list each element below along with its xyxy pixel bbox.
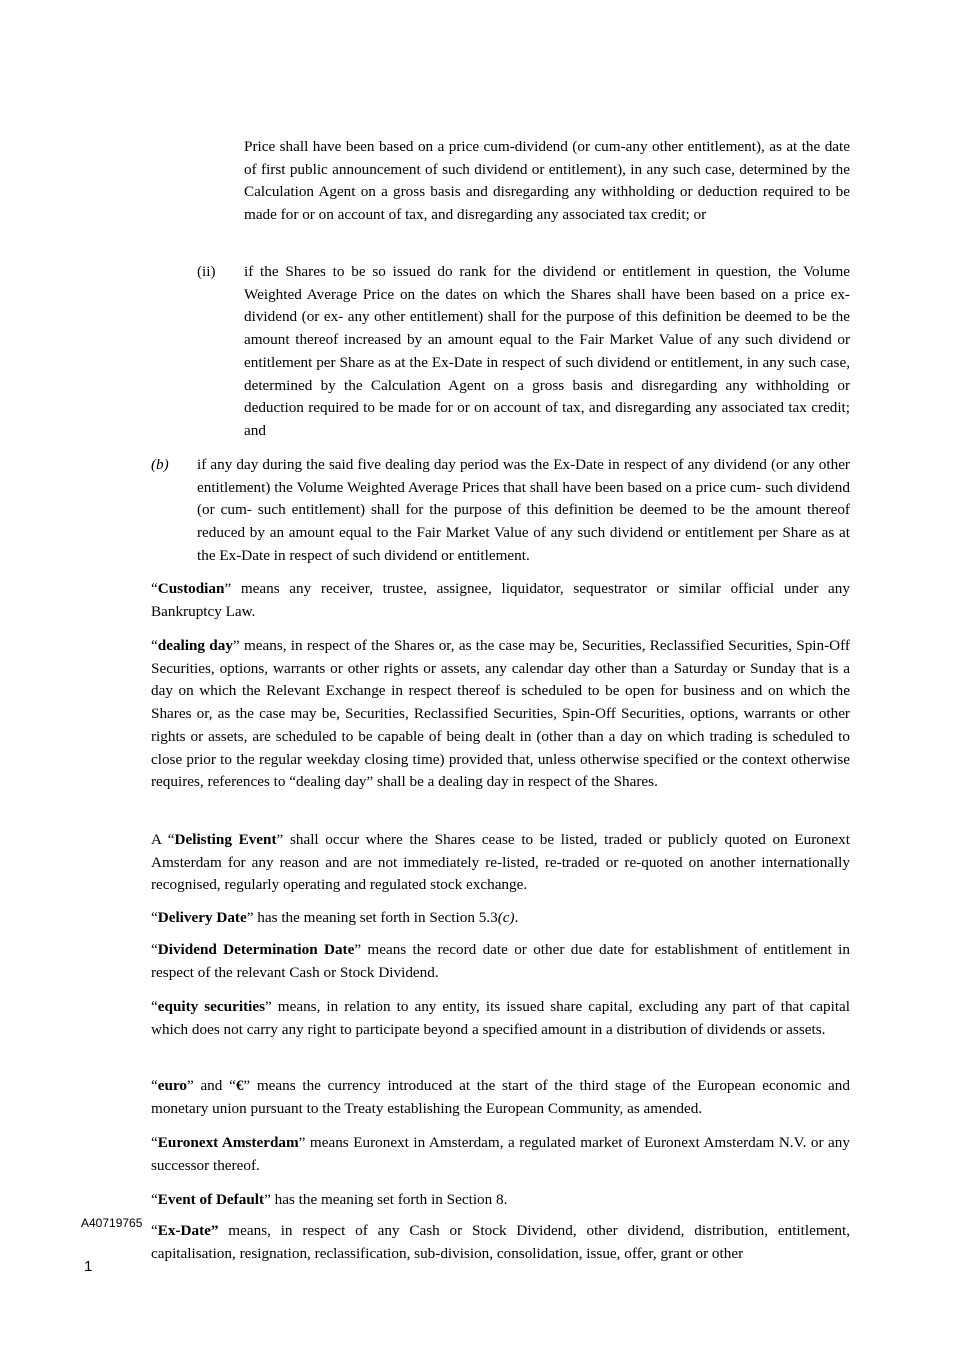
definition-delivery-date: “Delivery Date” has the meaning set forth in Section 5.3(c). [151,909,519,926]
definition-event-of-default: “Event of Default” has the meaning set forth in Section 8. [151,1191,508,1208]
definition-equity-securities: “equity securities” means, in relation to any entity, its issued share capital, excluding any part of that capital which does not carry any right to participate beyond a specified amount in a distribution of dividends or assets. [151,998,851,1038]
item-ii-paragraph: if the Shares to be so issued do rank for the dividend or entitlement in question, the Volume Weighted Average Price on the dates on which the Shares shall have been based on a price ex- dividend (or ex- any other entitlement) shall for the purpose of this definition be deemed to be the amount thereof increased by an amount equal to the Fair Market Value of any such dividend or entitlement per Share as at the Ex-Date in respect of such dividend or entitlement, in any such case, determined by the Calculation Agent on a gross basis and disregarding any withholding or deduction required to be made for or on account of tax, and disregarding any associated tax credit; and [244,263,850,439]
document-id: A40719765 [81,1216,143,1230]
defined-term: Delivery Date [157,909,247,926]
defined-term-euro-symbol: € [235,1077,244,1094]
definition-euro: “euro” and “€” means the currency introduced at the start of the third stage of the European economic and monetary union pursuant to the Treaty establishing the European Community, as amended. [151,1077,850,1117]
defined-term: Dividend Determination Date [157,941,355,958]
item-b-paragraph: if any day during the said five dealing day period was the Ex-Date in respect of any dividend (or any other entitlement) the Volume Weighted Average Prices that shall have been based on a price cum- such dividend (or cum- such entitlement) shall for the purpose of this definition be deemed to be the amount thereof reduced by an amount equal to the Fair Market Value of any such dividend or entitlement per Share as at the Ex-Date in respect of such dividend or entitlement. [197,456,850,564]
defined-term: Ex-Date” [157,1222,219,1239]
defined-term: Euronext Amsterdam [157,1134,299,1151]
definition-dealing-day: “dealing day” means, in respect of the Shares or, as the case may be, Securities, Reclassified Securities, Spin-Off Securities, options, warrants or other rights or assets, any calendar day other than a Saturday or Sunday that is a day on which the Relevant Exchange in respect thereof is scheduled to be open for business and on which the Shares or, as the case may be, Securities, Reclassified Securities, Spin-Off Securities, options, warrants or other rights or assets, are scheduled to be capable of being dealt in (other than a day on which trading is scheduled to close prior to the regular weekday closing time) provided that, unless otherwise specified or the context otherwise requires, references to “dealing day” shall be a dealing day in respect of the Shares. [151,637,850,791]
definition-ex-date: “Ex-Date” means, in respect of any Cash or Stock Dividend, other dividend, distribution, entitlement, capitalisation, resignation, reclassification, sub-division, consolidation, issue, offer, grant or other [151,1222,850,1262]
defined-term: Event of Default [157,1191,265,1208]
defined-term: Custodian [157,580,225,597]
definition-euronext-amsterdam: “Euronext Amsterdam” means Euronext in Amsterdam, a regulated market of Euronext Amsterdam N.V. or any successor thereof. [151,1134,850,1174]
section-reference: (c) [497,909,515,926]
continuation-paragraph: Price shall have been based on a price cum-dividend (or cum-any other entitlement), as at the date of first public announcement of such dividend or entitlement), in any such case, determined by the Calculation Agent on a gross basis and disregarding any withholding or deduction required to be made for or on account of tax, and disregarding any associated tax credit; or [244,138,850,224]
item-b-label: (b) [151,456,169,473]
definition-dividend-determination-date: “Dividend Determination Date” means the record date or other due date for establishment of entitlement in respect of the relevant Cash or Stock Dividend. [151,941,850,981]
defined-term: Delisting Event [174,831,277,848]
definition-delisting-event: A “Delisting Event” shall occur where the Shares cease to be listed, traded or publicly quoted on Euronext Amsterdam for any reason and are not immediately re-listed, re-traded or re-quoted on another internationally recognised, regularly operating and regulated stock exchange. [151,831,850,894]
defined-term: euro [157,1077,187,1094]
defined-term: equity securities [157,998,266,1015]
defined-term: dealing day [157,637,233,654]
item-ii-label: (ii) [197,263,216,280]
page-number: 1 [84,1258,93,1275]
definition-custodian: “Custodian” means any receiver, trustee, assignee, liquidator, sequestrator or similar official under any Bankruptcy Law. [151,580,850,620]
